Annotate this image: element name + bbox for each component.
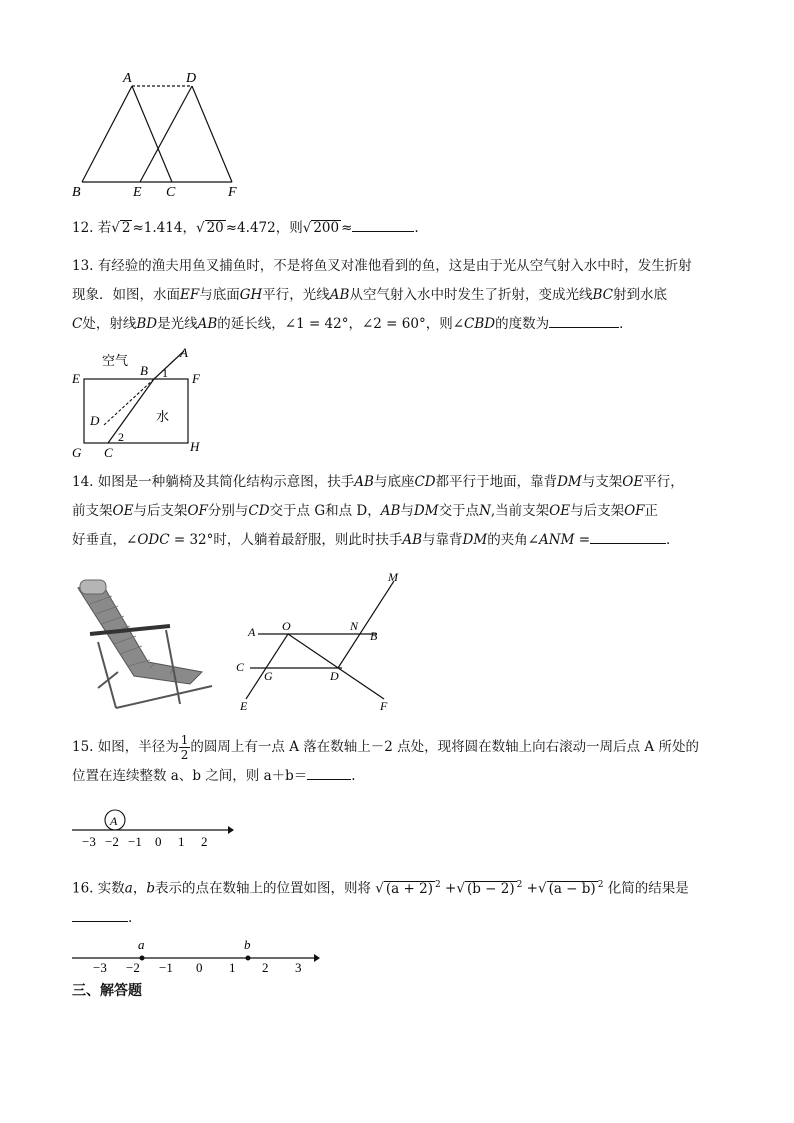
tick-label: 2 (262, 960, 269, 974)
recliner-structure-figure (230, 565, 410, 715)
recliner-chair-image (70, 572, 225, 712)
svg-text:E: E (72, 371, 80, 386)
question-14: 14. 如图是一种躺椅及其简化结构示意图，扶手AB与底座CD都平行于地面，靠背DM与支架OE平行， 前支架OE与后支架OF分别与CD交于点 G和点 D，AB与DM交于点N,当前支架OE与后支架OF正 好垂直，∠ODC = 32°时，人躺着最舒服，则此时扶手AB与靠背DM的夹角∠ANM = ． (72, 474, 684, 548)
q12-number: 12. (72, 220, 94, 236)
svg-text:a: a (138, 937, 145, 952)
tick-label: 2 (201, 834, 208, 849)
answer-blank (352, 217, 414, 232)
svg-text:b: b (244, 937, 251, 952)
refraction-figure (68, 345, 208, 465)
triangles-figure (60, 60, 260, 210)
svg-text:G: G (72, 445, 82, 460)
answer-blank (549, 313, 619, 328)
svg-text:M: M (388, 570, 398, 584)
svg-text:2: 2 (118, 430, 124, 444)
svg-text:G: G (264, 669, 273, 683)
question-13: 13. 有经验的渔夫用鱼叉捕鱼时，不是将鱼叉对准他看到的鱼，这是由于光从空气射入水中时，发生折射 现象．如图，水面EF与底面GH平行，光线AB从空气射入水中时发生了折射，变成光线BC射到水底 C处，射线BD是光线AB的延长线，∠1 = 42°，∠2 = 60°，则∠CBD的度数为 ． (72, 258, 692, 332)
svg-text:N: N (350, 619, 359, 633)
answer-blank (307, 765, 351, 780)
numberline-q15 (68, 806, 238, 850)
svg-text:水: 水 (156, 409, 170, 424)
question-15: 15. 如图，半径为 $\frac{1}{2}$ 的圆周上有一点 A 落在数轴上－2 点处，现将圆在数轴上向右滚动一周后点 A 所处的 位置在连续整数 a、b 之间，则 a＋b＝ . (72, 733, 699, 784)
svg-text:B: B (140, 363, 148, 378)
svg-text:C: C (104, 445, 113, 460)
numberline-ticks (93, 960, 302, 974)
answer-blank (590, 529, 666, 544)
label-E: E (133, 185, 142, 200)
answer-blank (72, 907, 128, 922)
tick-label: −3 (82, 834, 96, 849)
svg-text:空气: 空气 (102, 353, 129, 368)
tick-label: 1 (229, 960, 236, 974)
label-B: B (72, 185, 81, 200)
svg-text:B: B (370, 629, 378, 643)
svg-text:C: C (236, 660, 245, 674)
section-heading: 三、解答题 (72, 983, 142, 999)
tick-label: 0 (155, 834, 162, 849)
tick-label: 3 (295, 960, 302, 974)
svg-text:H: H (190, 439, 200, 454)
svg-text:O: O (282, 619, 291, 633)
fraction-half: $\frac{1}{2}$ (180, 733, 189, 762)
svg-text:F: F (380, 699, 388, 713)
svg-text:E: E (240, 699, 248, 713)
svg-text:A: A (110, 814, 118, 828)
tick-label: −3 (93, 960, 107, 974)
svg-text:F: F (192, 371, 200, 386)
svg-text:D: D (90, 413, 100, 428)
tick-label: −2 (105, 834, 119, 849)
svg-text:1: 1 (162, 366, 168, 380)
tick-label: −1 (128, 834, 142, 849)
svg-text:A: A (180, 345, 188, 360)
question-16: 16. 实数a，b表示的点在数轴上的位置如图，则将 √ (a + 2) $^2$ +√ (b − 2) $^2$ +√ (a − b) $^2$ 化简的结果是 . (72, 880, 689, 926)
question-12: 12. 若√ 2 ≈1.414，√ 20 ≈4.472，则√ 200 ≈ . (72, 214, 732, 243)
svg-text:D: D (330, 669, 339, 683)
label-A: A (123, 71, 132, 86)
tick-label: −1 (159, 960, 173, 974)
tick-label: 0 (196, 960, 203, 974)
numberline-ticks (82, 834, 208, 849)
svg-text:A: A (248, 625, 256, 639)
tick-label: 1 (178, 834, 185, 849)
label-C: C (166, 185, 176, 200)
tick-label: −2 (126, 960, 140, 974)
numberline-q16 (68, 934, 328, 974)
label-D: D (186, 71, 197, 86)
label-F: F (228, 185, 237, 200)
